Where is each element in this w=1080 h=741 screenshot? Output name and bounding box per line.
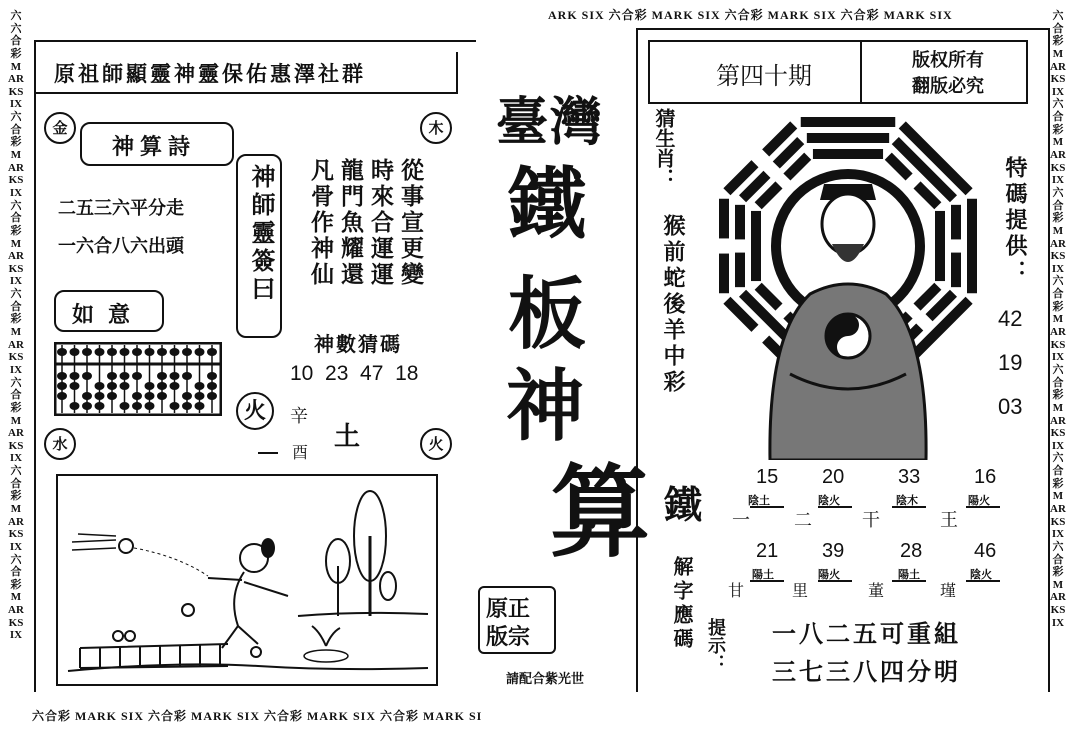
element-circle-water: 水 — [44, 428, 76, 460]
title-char-1: 鐵 — [508, 159, 587, 250]
genuine-stamp-line-2: 版宗 — [486, 624, 531, 650]
row1-char-2: 二 — [794, 510, 812, 531]
oracle-title-box — [236, 154, 282, 338]
title-char-3: 神 — [506, 361, 585, 452]
bottom-border-strip: 六合彩 MARK SIX 六合彩 MARK SIX 六合彩 MARK SIX 六合彩 MARK SI — [32, 709, 483, 723]
row2-tag-4: 陰火 — [970, 568, 992, 581]
oracle-column-1: 從事宣更變 — [397, 158, 424, 288]
row1-char-1: 一 — [732, 510, 750, 531]
element-circle-fire-mid: 火 — [236, 392, 274, 430]
copyright-line-1: 版权所有 — [912, 50, 984, 71]
title-taiwan: 臺灣 — [496, 92, 605, 153]
oracle-title: 神師靈簽曰 — [247, 164, 276, 304]
oracle-column-4: 凡骨作神仙 — [307, 158, 334, 288]
row2-number-3: 28 — [900, 540, 923, 562]
row2-tag-1: 陽土 — [752, 568, 774, 581]
title-char-2: 板 — [508, 269, 587, 360]
row1-tag-4: 陽火 — [968, 494, 990, 507]
row1-tag-1: 陰土 — [748, 494, 770, 507]
issue-box — [648, 40, 1028, 104]
row1-number-4: 16 — [974, 466, 997, 488]
row2-char-2: 里 — [792, 581, 809, 600]
special-number-2: 19 — [998, 350, 1023, 375]
zodiac-label: 猜生肖： — [652, 108, 676, 188]
hint-line-2: 三七三八四分明 — [772, 657, 961, 686]
copyright-line-2: 翻版必究 — [912, 76, 984, 97]
oracle-column-3: 龍門魚耀還 — [337, 158, 364, 288]
row1-number-2: 20 — [822, 466, 845, 488]
row1-char-4: 王 — [940, 510, 958, 531]
special-number-3: 03 — [998, 394, 1023, 419]
heavenly-stem: 辛 — [290, 406, 308, 427]
hint-line-1: 一八二五可重組 — [772, 619, 961, 648]
hint-label: 提示： — [705, 618, 726, 672]
row2-char-3: 董 — [868, 581, 885, 600]
element-circle-wood: 木 — [420, 112, 452, 144]
ruyi-label: 如意 — [72, 302, 145, 328]
special-number-1: 42 — [998, 306, 1023, 331]
element-earth: 土 — [334, 422, 361, 452]
poem-title: 神算詩 — [112, 134, 197, 160]
row2-number-1: 21 — [756, 540, 779, 562]
earthly-branch: 酉 — [292, 443, 309, 462]
issue-number: 第四十期 — [716, 62, 812, 90]
ruyi-box — [54, 290, 164, 332]
dash-mark — [258, 452, 278, 454]
abacus-illustration — [54, 342, 222, 416]
guess-numbers: 10 23 47 18 — [290, 362, 419, 385]
row2-tag-2: 陽火 — [818, 568, 840, 581]
left-border-strip: 六六合彩MARKSIX六合彩MARKSIX六合彩MARKSIX六合彩MARKSIX六合彩MARKSIX六合彩MARKSIX六合彩MARKSIX — [8, 10, 24, 642]
row1-tag-2: 陰火 — [818, 494, 840, 507]
element-circle-metal: 金 — [44, 112, 76, 144]
poem-line-2: 一六合八六出頭 — [58, 236, 184, 257]
oracle-column-2: 時來合運運 — [367, 158, 394, 288]
genuine-stamp — [478, 586, 556, 654]
row2-number-2: 39 — [822, 540, 845, 562]
row1-number-3: 33 — [898, 466, 921, 488]
right-border-strip: 六合彩MARKSIX六合彩MARKSIX六合彩MARKSIX六合彩MARKSIX六合彩MARKSIX六合彩MARKSIX六合彩MARKSIX — [1050, 10, 1066, 629]
row1-char-3: 干 — [862, 510, 880, 531]
genuine-stamp-line-1: 原正 — [486, 596, 531, 622]
iron-label: 鐵 — [664, 482, 703, 527]
guess-title: 神數猜碼 — [314, 332, 402, 356]
cartoon-illustration — [56, 474, 438, 686]
zodiac-text: 猴前蛇後羊中彩 — [660, 214, 686, 396]
row1-tag-3: 陰木 — [896, 494, 918, 507]
decode-label: 解字應碼 — [670, 556, 694, 652]
element-circle-fire: 火 — [420, 428, 452, 460]
title-char-4: 算 — [550, 453, 650, 571]
top-border-strip: ARK SIX 六合彩 MARK SIX 六合彩 MARK SIX 六合彩 MARK SIX — [548, 8, 953, 22]
row2-char-4: 瑾 — [940, 581, 957, 600]
row2-tag-3: 陽土 — [898, 568, 920, 581]
row2-char-1: 甘 — [728, 581, 745, 600]
header-text: 原祖師顯靈神靈保佑惠澤社群 — [54, 61, 366, 86]
header-banner — [36, 52, 458, 94]
bagua-deity-image — [710, 104, 986, 460]
footer-note: 請配合紫光世 — [506, 672, 585, 687]
poem-title-box — [80, 122, 234, 166]
row1-number-1: 15 — [756, 466, 779, 488]
row2-number-4: 46 — [974, 540, 997, 562]
special-label: 特碼提供： — [1002, 156, 1028, 286]
poem-line-1: 二五三六平分走 — [58, 198, 184, 219]
